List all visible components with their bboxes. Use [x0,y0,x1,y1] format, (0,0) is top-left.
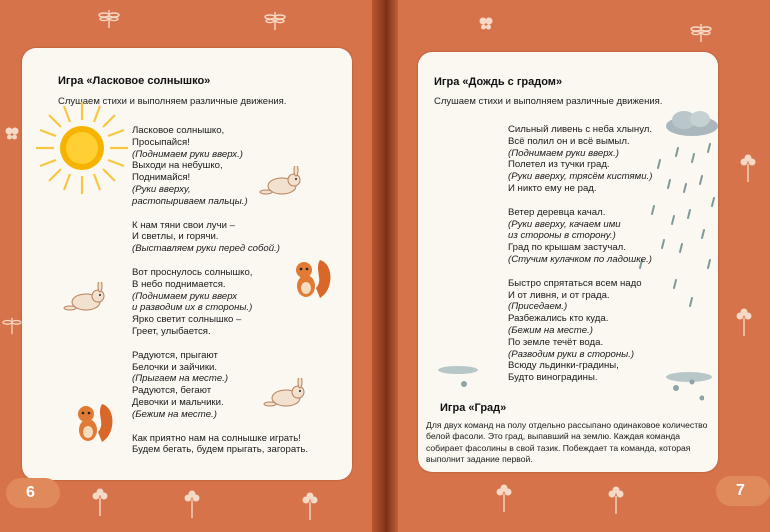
poem-line: Белочки и зайчики. [132,361,218,373]
cloud-icon [662,108,720,138]
poem-line: и разводим их в стороны.) [132,302,253,314]
page-number: 7 [736,482,745,499]
poem-line: Ветер деревца качал. [508,206,606,218]
page-number: 6 [26,484,35,501]
poem-line: В небо поднимается. [132,278,226,290]
dragonfly-icon [690,22,712,44]
dragonfly-icon [98,8,120,30]
clover-icon [606,484,626,514]
right-game-title: Игра «Дождь с градом» [434,76,563,88]
poem-line: Радуются, прыгают [132,349,218,361]
clover-icon [90,486,110,516]
poem-line: (Бежим на месте.) [132,408,217,420]
squirrel-icon [290,254,334,302]
poem-line: Град по крышам застучал. [508,242,626,254]
poem-line: (Руки вверху, качаем ими [508,218,621,230]
puddle-icon [436,364,480,376]
dragonfly-icon [2,316,22,336]
poem-line: Поднимайся! [132,172,191,184]
game2-title: Игра «Град» [440,402,507,414]
game2-description: Для двух команд на полу отдельно рассыпано одинаковое количество белой фасоли. Это град, выпавший на землю. Каждая команда собирает фасолины в свой тазик. Побеждает та команда, которая выполнит задание первой. [426,420,708,465]
poem-line: Как приятно нам на солнышке играть! [132,432,301,444]
poem-line: (Выставляем руки перед собой.) [132,243,280,255]
butterfly-icon [478,16,494,32]
book-gutter [372,0,398,532]
right-subtitle: Слушаем стихи и выполняем различные движения. [434,96,663,107]
poem-line: Всё полил он и всё вымыл. [508,135,630,147]
poem-line: Просыпайся! [132,136,190,148]
poem-line: Греет, улыбается. [132,325,211,337]
hail-icon [444,378,704,404]
poem-line: К нам тяни свои лучи – [132,219,235,231]
poem-line: Разбежались кто куда. [508,313,609,325]
poem-line: (Поднимаем руки вверх [132,290,238,302]
poem-line: (Приседаем.) [508,301,568,313]
poem-line: И светлы, и горячи. [132,231,219,243]
poem-line: (Прыгаем на месте.) [132,373,229,385]
sun-icon [34,100,130,196]
clover-icon [300,490,320,520]
poem-line: По земле течёт вода. [508,336,604,348]
poem-line: Вот проснулось солнышко, [132,266,253,278]
poem-line: И от ливня, и от града. [508,289,610,301]
poem-line: (Бежим на месте.) [508,324,593,336]
left-game-title: Игра «Ласковое солнышко» [58,75,211,87]
butterfly-icon [4,126,20,142]
clover-icon [738,152,758,182]
poem-line: (Поднимаем руки вверх.) [508,147,619,159]
poem-line: Полетел из тучки град. [508,159,610,171]
clover-icon [734,306,754,336]
poem-line: Будем бегать, будем прыгать, загорать. [132,444,309,456]
rabbit-icon [62,282,110,316]
poem-line: Будто виноградины. [508,372,598,384]
poem-line: Выходи на небушко, [132,160,223,172]
poem-line: Всюду льдинки-градины, [508,360,619,372]
poem-line: (Стучим кулачком по ладошке.) [508,253,652,265]
poem-line: растопыриваем пальцы.) [132,195,248,207]
rabbit-icon [262,378,310,412]
poem-line: Радуются, бегают [132,385,212,397]
poem-line: Девочки и мальчики. [132,396,224,408]
poem-line: Быстро спрятаться всем надо [508,277,642,289]
clover-icon [182,488,202,518]
poem-line: Сильный ливень с неба хлынул. [508,124,653,135]
squirrel-icon [72,398,116,446]
poem-line: И никто ему не рад. [508,182,597,194]
rabbit-icon [258,166,306,200]
clover-icon [494,482,514,512]
poem-line: (Поднимаем руки вверх.) [132,148,243,160]
poem-line: (Разводим руки в стороны.) [508,348,635,360]
poem-line: Ярко светит солнышко – [132,314,242,326]
dragonfly-icon [264,10,286,32]
left-subtitle: Слушаем стихи и выполняем различные движения. [58,96,287,107]
poem-line: (Руки вверху, трясём кистями.) [508,171,653,183]
right-poem [508,124,652,384]
poem-line: (Руки вверху, [132,183,191,195]
poem-line: из стороны в сторону.) [508,230,616,242]
poem-line: Ласковое солнышко, [132,125,225,136]
